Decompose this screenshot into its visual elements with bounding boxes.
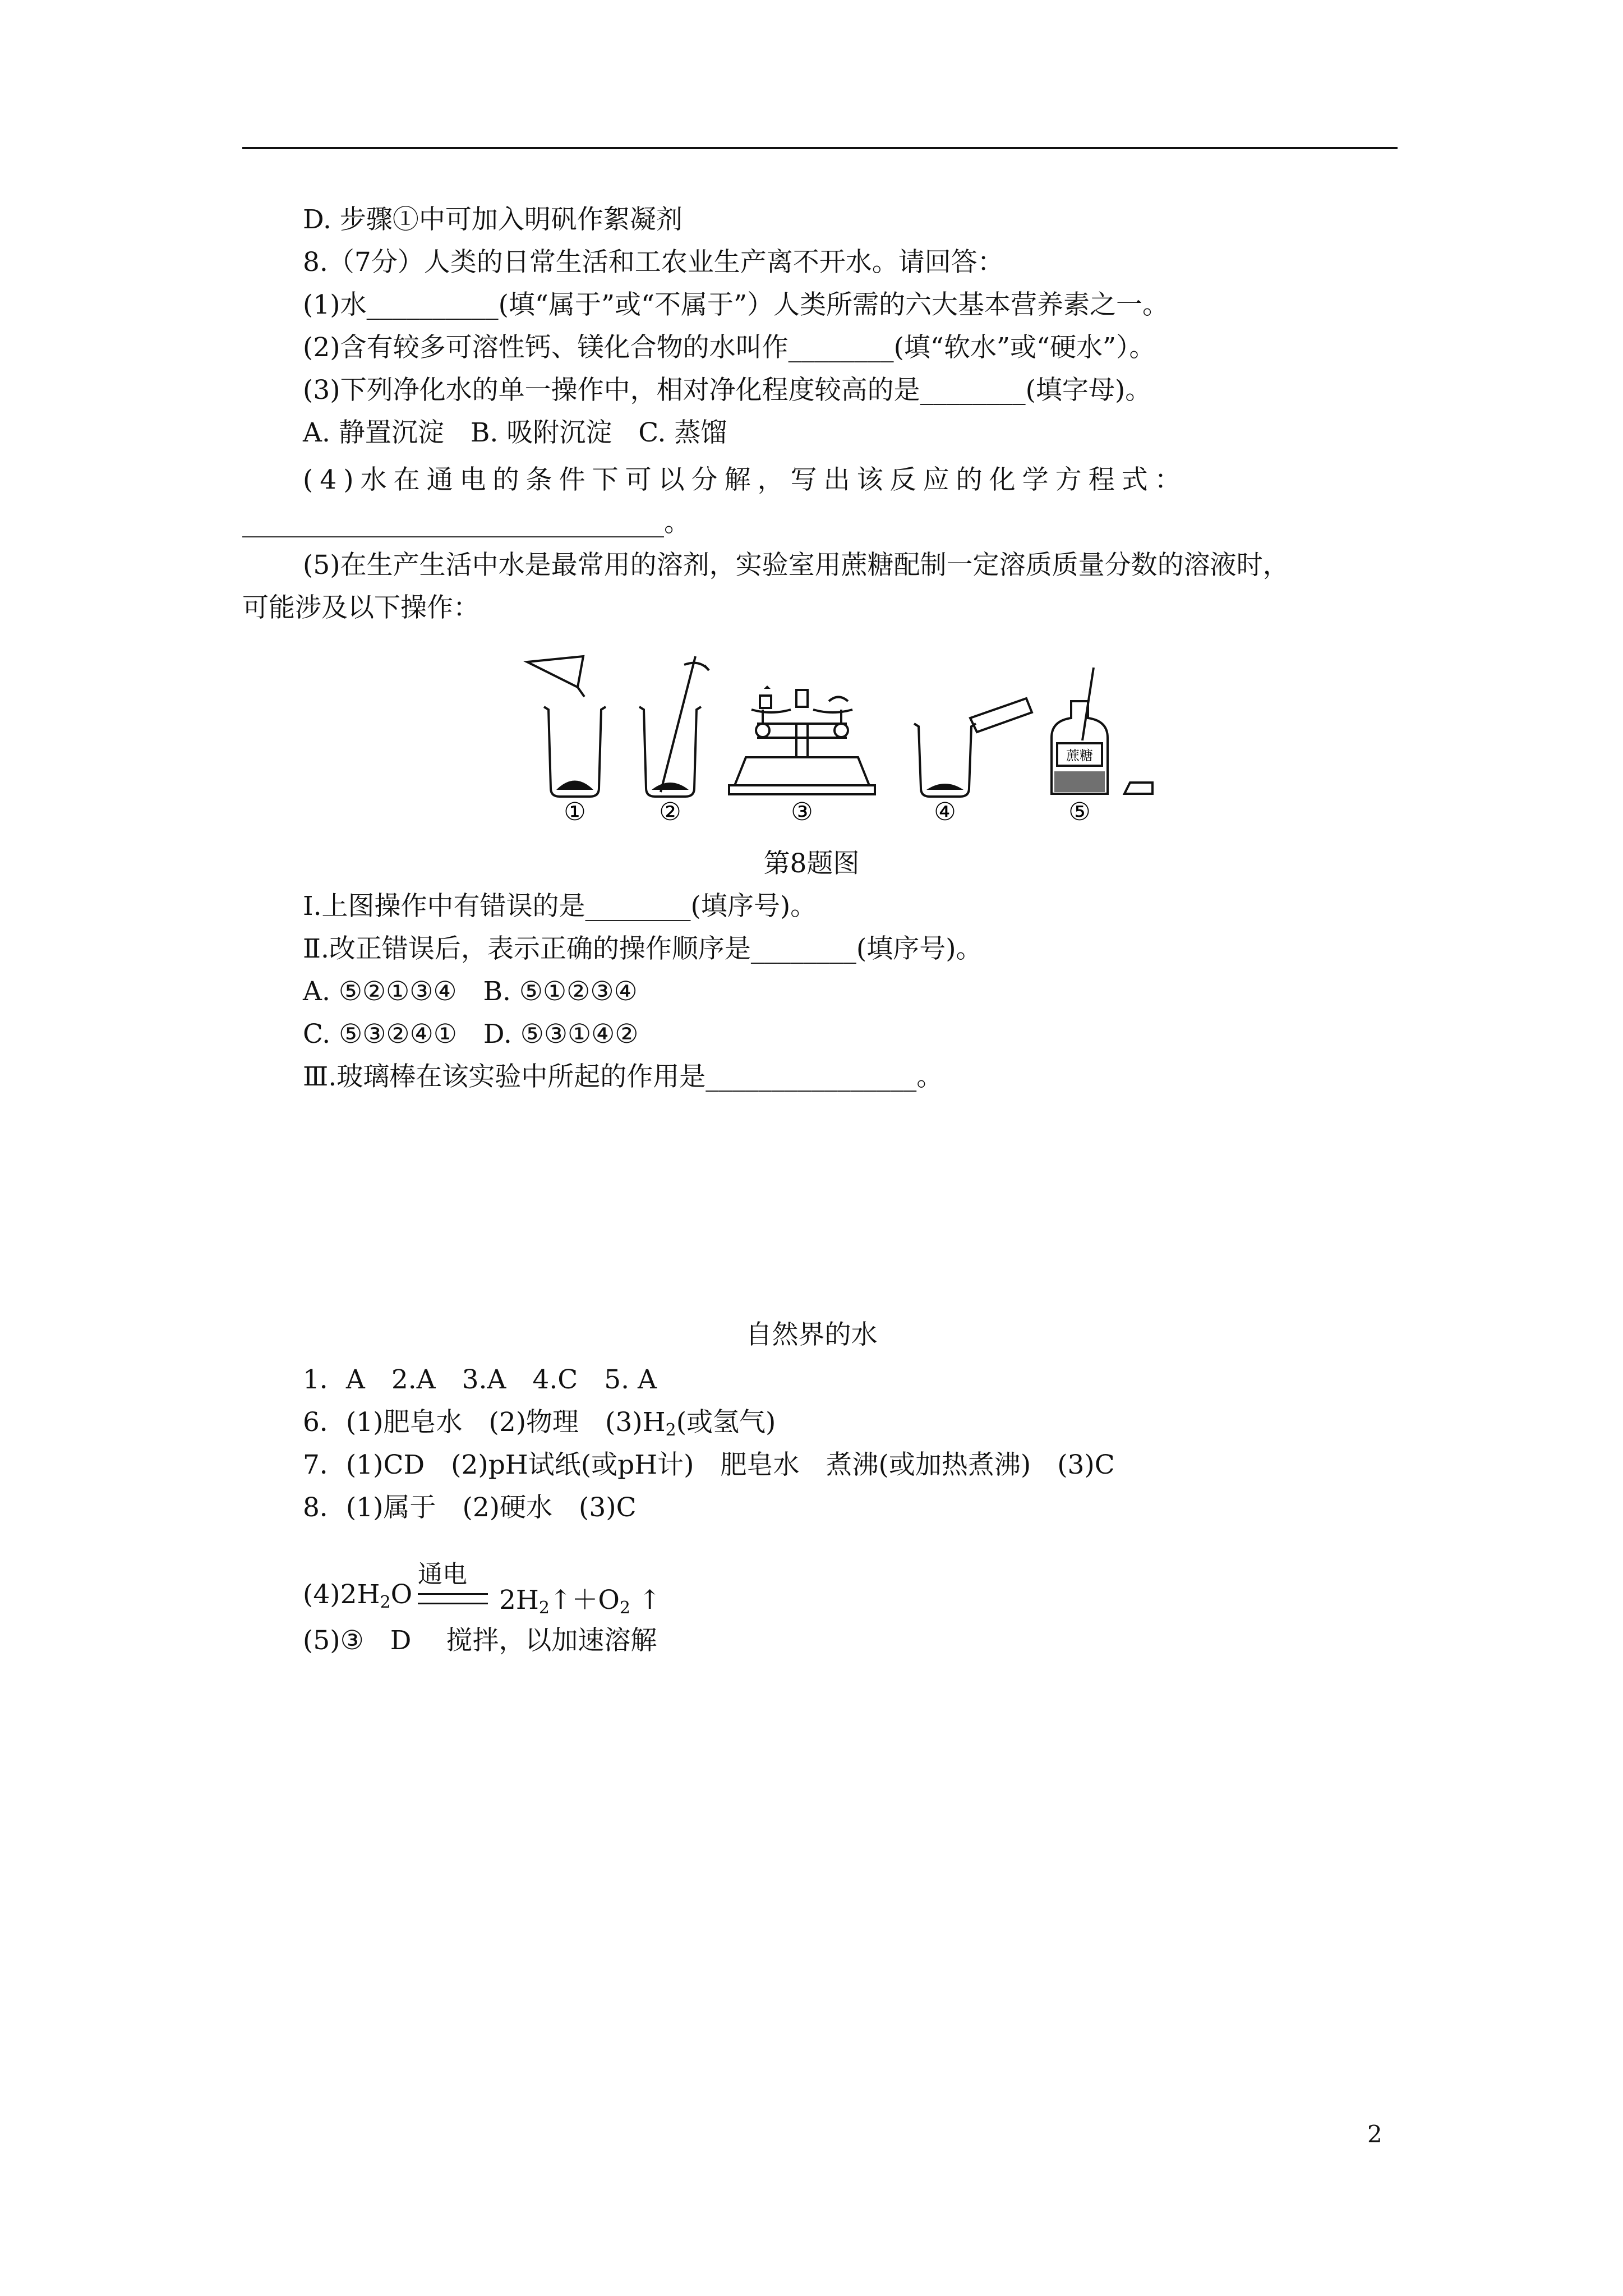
- page-number: 2: [1367, 2120, 1382, 2148]
- q8-sub-ii: Ⅱ.改正错误后，表示正确的操作顺序是________(填序号)。: [303, 933, 983, 964]
- q8-part4-line1: (4)水在通电的条件下可以分解，写出该反应的化学方程式：: [303, 464, 1188, 495]
- equation-equals-sign: [418, 1593, 488, 1604]
- figure-label-3: ③: [791, 798, 813, 825]
- q8-sub-iii: Ⅲ.玻璃棒在该实验中所起的作用是________________。: [303, 1061, 943, 1092]
- answer-8: 8．(1)属于 (2)硬水 (3)C: [303, 1492, 637, 1523]
- figure-label-4: ④: [934, 798, 956, 825]
- answer-7: 7．(1)CD (2)pH试纸(或pH计) 肥皂水 煮沸(或加热煮沸) (3)C: [303, 1450, 1115, 1480]
- q8-part1: (1)水__________(填“属于”或“不属于”）人类所需的六大基本营养素之一。: [303, 289, 1169, 320]
- figure-label-2: ②: [659, 798, 681, 825]
- answer-8-equation: $(4)2H_2O$ 通电 $2H_2↑+O_2$ ↑: [303, 1554, 976, 1616]
- bottle-label: 蔗糖: [1066, 748, 1093, 763]
- answer-6: 6．(1)肥皂水 (2)物理 $(3)H_2$(或氢气): [303, 1407, 776, 1440]
- q8-part3-options: A. 静置沉淀 B. 吸附沉淀 C. 蒸馏: [303, 417, 727, 448]
- answers-1-5: 1．A 2.A 3.A 4.C 5. A: [303, 1364, 657, 1395]
- q8-stem: 8.（7分）人类的日常生活和工农业生产离不开水。请回答：: [303, 247, 1004, 278]
- graduated-cylinder-icon: [970, 698, 1032, 732]
- q7-option-d: D. 步骤①中可加入明矾作絮凝剂: [303, 204, 683, 235]
- figure-label-5: ⑤: [1068, 798, 1091, 825]
- q8-sub-ii-options-1: A. ⑤②①③④ B. ⑤①②③④: [303, 976, 638, 1007]
- figure-caption: 第8题图: [763, 848, 860, 879]
- figure-label-1: ①: [564, 798, 586, 825]
- balance-icon: [729, 690, 875, 794]
- glass-rod-icon: [661, 656, 709, 792]
- q8-part5-line2: 可能涉及以下操作：: [242, 592, 479, 623]
- q8-part4-blank: ________________________________。: [242, 507, 690, 538]
- header-rule: [242, 147, 1398, 149]
- q8-part2: (2)含有较多可溶性钙、镁化合物的水叫作________(填“软水”或“硬水”）。: [303, 332, 1156, 363]
- reaction-condition: 通电: [418, 1560, 467, 1589]
- q8-part3: (3)下列净化水的单一操作中，相对净化程度较高的是________(填字母)。: [303, 375, 1152, 406]
- weighing-paper-icon: [527, 656, 584, 697]
- answer-8-part5: (5)③ D 搅拌，以加速溶解: [303, 1625, 657, 1656]
- answers-title: 自然界的水: [745, 1319, 878, 1350]
- q8-sub-ii-options-2: C. ⑤③②④① D. ⑤③①④②: [303, 1019, 639, 1050]
- q8-sub-i: Ⅰ.上图操作中有错误的是________(填序号)。: [303, 891, 817, 922]
- experiment-figure: [522, 645, 1183, 825]
- q8-part5-line1: (5)在生产生活中水是最常用的溶剂，实验室用蔗糖配制一定溶质质量分数的溶液时，: [303, 550, 1289, 581]
